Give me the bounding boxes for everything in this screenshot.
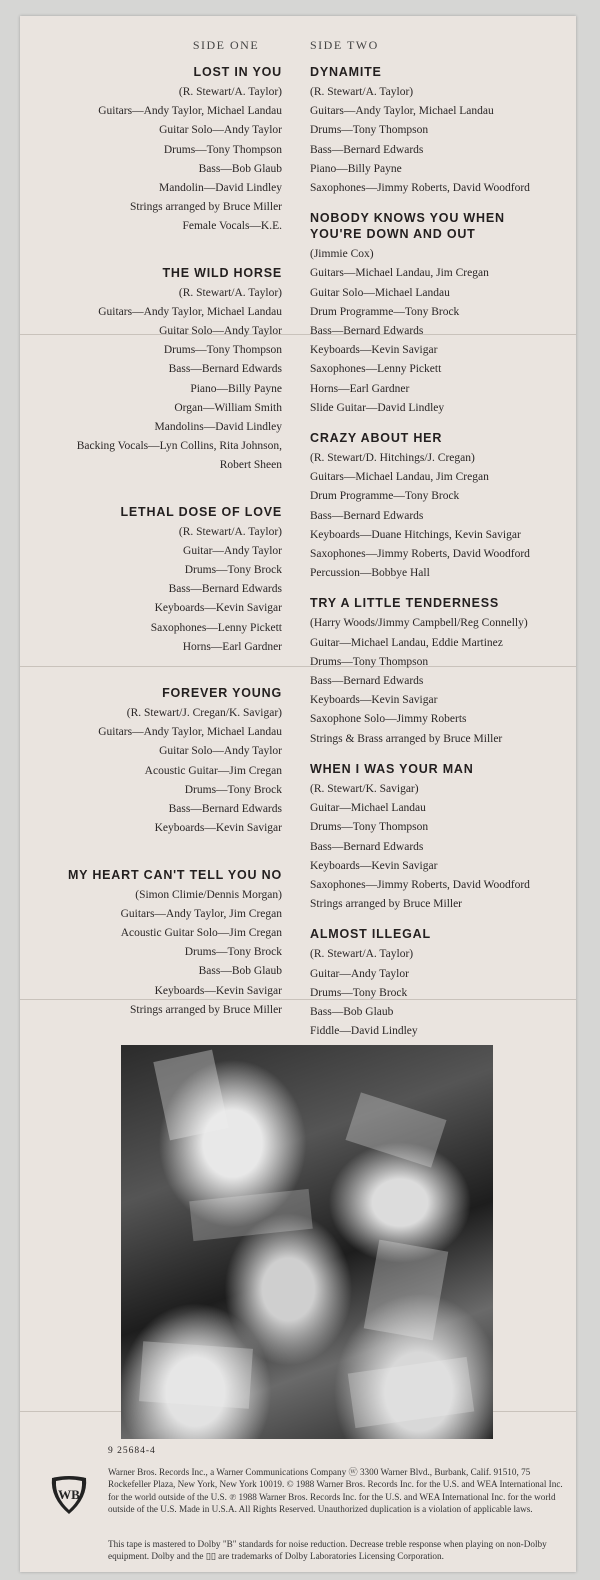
musician-credit: Drums—Tony Brock	[310, 986, 408, 999]
musician-credit: Guitar Solo—Andy Taylor	[159, 745, 282, 758]
musician-credit: Guitars—Michael Landau, Jim Cregan	[310, 267, 489, 280]
musician-credit: Bass—Bernard Edwards	[168, 363, 282, 376]
musician-credit: Slide Guitar—David Lindley	[310, 401, 445, 414]
song-block	[310, 64, 572, 198]
song-title: DYNAMITE	[310, 65, 382, 79]
musician-credit: Bass—Bernard Edwards	[310, 325, 424, 338]
musician-credit: Bass—Bernard Edwards	[168, 583, 282, 596]
song-block	[310, 926, 572, 1041]
musician-credit: Robert Sheen	[219, 459, 282, 472]
musician-credit: Keyboards—Kevin Savigar	[310, 694, 438, 707]
musician-credit: Bass—Bernard Edwards	[168, 803, 282, 816]
musician-credit: Keyboards—Kevin Savigar	[310, 344, 438, 357]
side-one-heading: SIDE ONE	[192, 38, 260, 52]
musician-credit: Horns—Earl Gardner	[182, 640, 282, 653]
musician-credit: Guitar—Andy Taylor	[310, 967, 409, 980]
side-one-tracklist	[20, 64, 282, 1020]
musician-credit: Strings arranged by Bruce Miller	[129, 1003, 282, 1016]
musician-credit: Guitar—Andy Taylor	[183, 544, 282, 557]
musician-credit: Guitar Solo—Andy Taylor	[159, 124, 282, 137]
musician-credit: Drums—Tony Thompson	[163, 344, 282, 357]
song-title: LOST IN YOU	[193, 65, 282, 79]
musician-credit: Bass—Bob Glaub	[198, 965, 282, 978]
musician-credit: Piano—Billy Payne	[190, 382, 282, 395]
songwriter-credit: (Jimmie Cox)	[310, 248, 374, 261]
musician-credit: Bass—Bernard Edwards	[310, 143, 424, 156]
musician-credit: Guitars—Andy Taylor, Michael Landau	[98, 305, 282, 318]
musician-credit: Guitars—Andy Taylor, Jim Cregan	[120, 907, 282, 920]
musician-credit: Drum Programme—Tony Brock	[310, 490, 460, 503]
dolby-notice: This tape is mastered to Dolby "B" standards for noise reduction. Decrease treble response when playing on non-Dolby equipment. Dolby and the ▯▯ are trademarks of Dolby Laboratories Licensing Corporation.	[108, 1539, 547, 1562]
musician-credit: Guitars—Michael Landau, Jim Cregan	[310, 471, 489, 484]
musician-credit: Drums—Tony Thompson	[310, 821, 429, 834]
song-block	[310, 761, 572, 914]
song-title: WHEN I WAS YOUR MAN	[310, 761, 474, 776]
side-two-column	[310, 38, 572, 1041]
musician-credit: Backing Vocals—Lyn Collins, Rita Johnson,	[76, 440, 282, 453]
musician-credit: Saxophone Solo—Jimmy Roberts	[310, 713, 467, 726]
musician-credit: Guitars—Andy Taylor, Michael Landau	[98, 726, 282, 739]
song-block	[20, 265, 282, 476]
musician-credit: Keyboards—Duane Hitchings, Kevin Savigar	[310, 528, 521, 541]
song-block	[20, 685, 282, 838]
musician-credit: Drums—Tony Brock	[184, 564, 282, 577]
musician-credit: Drums—Tony Brock	[184, 946, 282, 959]
musician-credit: Female Vocals—K.E.	[182, 220, 282, 233]
musician-credit: Saxophones—Lenny Pickett	[310, 363, 442, 376]
songwriter-credit: (R. Stewart/J. Cregan/K. Savigar)	[126, 707, 282, 720]
musician-credit: Organ—William Smith	[174, 401, 282, 414]
songwriter-credit: (Simon Climie/Dennis Morgan)	[135, 888, 282, 901]
musician-credit: Fiddle—David Lindley	[310, 1025, 418, 1038]
song-title: THE WILD HORSE	[162, 265, 282, 280]
song-title: FOREVER YOUNG	[162, 686, 282, 701]
songwriter-credit: (R. Stewart/A. Taylor)	[178, 286, 282, 299]
musician-credit: Drums—Tony Brock	[184, 783, 282, 796]
musician-credit: Guitar Solo—Andy Taylor	[159, 325, 282, 338]
songwriter-credit: (R. Stewart/A. Taylor)	[310, 86, 414, 98]
musician-credit: Bass—Bob Glaub	[310, 1005, 394, 1018]
musician-credit: Drums—Tony Thompson	[163, 143, 282, 156]
musician-credit: Guitar—Michael Landau, Eddie Martinez	[310, 636, 503, 649]
musician-credit: Percussion—Bobbye Hall	[310, 567, 430, 580]
musician-credit: Saxophones—Jimmy Roberts, David Woodford	[310, 182, 530, 195]
copyright-notice: Warner Bros. Records Inc., a Warner Communications Company ⓦ 3300 Warner Blvd., Burbank, Calif. 91510, 75 Rockefeller Plaza, New York, New York 10019. © 1988 Warner Bros. Records Inc. for the U.S. and WEA International Inc. for the world outside of the U.S. ℗ 1988 Warner Bros. Records Inc. for the U.S. and WEA International Inc. for the world outside of the U.S. Made in U.S.A. All Rights Reserved. Unauthorized duplication is a violation of applicable laws.	[108, 1467, 563, 1515]
song-block	[310, 430, 572, 583]
musician-credit: Drums—Tony Thompson	[310, 655, 429, 668]
songwriter-credit: (Harry Woods/Jimmy Campbell/Reg Connelly)	[310, 617, 528, 630]
side-two-tracklist	[310, 64, 572, 1041]
svg-text:WB: WB	[58, 1487, 80, 1502]
musician-credit: Saxophones—Jimmy Roberts, David Woodford	[310, 548, 530, 561]
musician-credit: Keyboards—Kevin Savigar	[310, 859, 438, 872]
song-block	[20, 867, 282, 1020]
musician-credit: Piano—Billy Payne	[310, 162, 402, 175]
musician-credit: Bass—Bernard Edwards	[310, 675, 424, 688]
song-title: NOBODY KNOWS YOU WHEN YOU'RE DOWN AND OUT	[310, 211, 505, 242]
musician-credit: Bass—Bernard Edwards	[310, 840, 424, 853]
song-title: CRAZY ABOUT HER	[310, 431, 443, 446]
musician-credit: Keyboards—Kevin Savigar	[154, 984, 282, 997]
musician-credit: Mandolin—David Lindley	[159, 182, 282, 195]
musician-credit: Guitars—Andy Taylor, Michael Landau	[98, 105, 282, 118]
catalog-number: 9 25684-4	[108, 1446, 156, 1456]
musician-credit: Keyboards—Kevin Savigar	[154, 822, 282, 835]
musician-credit: Drums—Tony Thompson	[310, 124, 429, 137]
musician-credit: Strings arranged by Bruce Miller	[310, 898, 463, 911]
song-title: LETHAL DOSE OF LOVE	[120, 504, 282, 519]
cassette-insert	[20, 16, 576, 1572]
songwriter-credit: (R. Stewart/K. Savigar)	[310, 782, 419, 795]
song-title: TRY A LITTLE TENDERNESS	[310, 596, 500, 611]
song-block	[310, 595, 572, 748]
songwriter-credit: (R. Stewart/A. Taylor)	[178, 525, 282, 538]
musician-credit: Strings & Brass arranged by Bruce Miller	[310, 732, 503, 745]
song-title: ALMOST ILLEGAL	[310, 927, 431, 942]
musician-credit: Mandolins—David Lindley	[154, 421, 282, 434]
song-title: MY HEART CAN'T TELL YOU NO	[67, 867, 282, 882]
musician-credit: Keyboards—Kevin Savigar	[154, 602, 282, 615]
musician-credit: Bass—Bob Glaub	[198, 162, 282, 175]
musician-credit: Guitar—Michael Landau	[310, 802, 426, 815]
songwriter-credit: (R. Stewart/A. Taylor)	[178, 86, 282, 98]
side-two-heading: SIDE TWO	[310, 38, 379, 52]
song-block	[310, 210, 572, 418]
musician-credit: Guitars—Andy Taylor, Michael Landau	[310, 105, 494, 118]
song-block	[20, 504, 282, 657]
side-one-column	[20, 38, 282, 1020]
musician-credit: Saxophones—Jimmy Roberts, David Woodford	[310, 878, 530, 891]
songwriter-credit: (R. Stewart/A. Taylor)	[310, 948, 414, 961]
musician-credit: Guitar Solo—Michael Landau	[310, 286, 450, 299]
musician-credit: Saxophones—Lenny Pickett	[150, 621, 282, 634]
warner-bros-shield-icon	[48, 1474, 90, 1516]
musician-credit: Acoustic Guitar—Jim Cregan	[144, 764, 282, 777]
musician-credit: Drum Programme—Tony Brock	[310, 305, 460, 318]
song-block	[20, 64, 282, 237]
album-photo-collage	[121, 1045, 493, 1439]
musician-credit: Acoustic Guitar Solo—Jim Cregan	[120, 926, 282, 939]
musician-credit: Horns—Earl Gardner	[310, 382, 410, 395]
musician-credit: Strings arranged by Bruce Miller	[129, 201, 282, 214]
songwriter-credit: (R. Stewart/D. Hitchings/J. Cregan)	[310, 452, 475, 465]
musician-credit: Bass—Bernard Edwards	[310, 509, 424, 522]
